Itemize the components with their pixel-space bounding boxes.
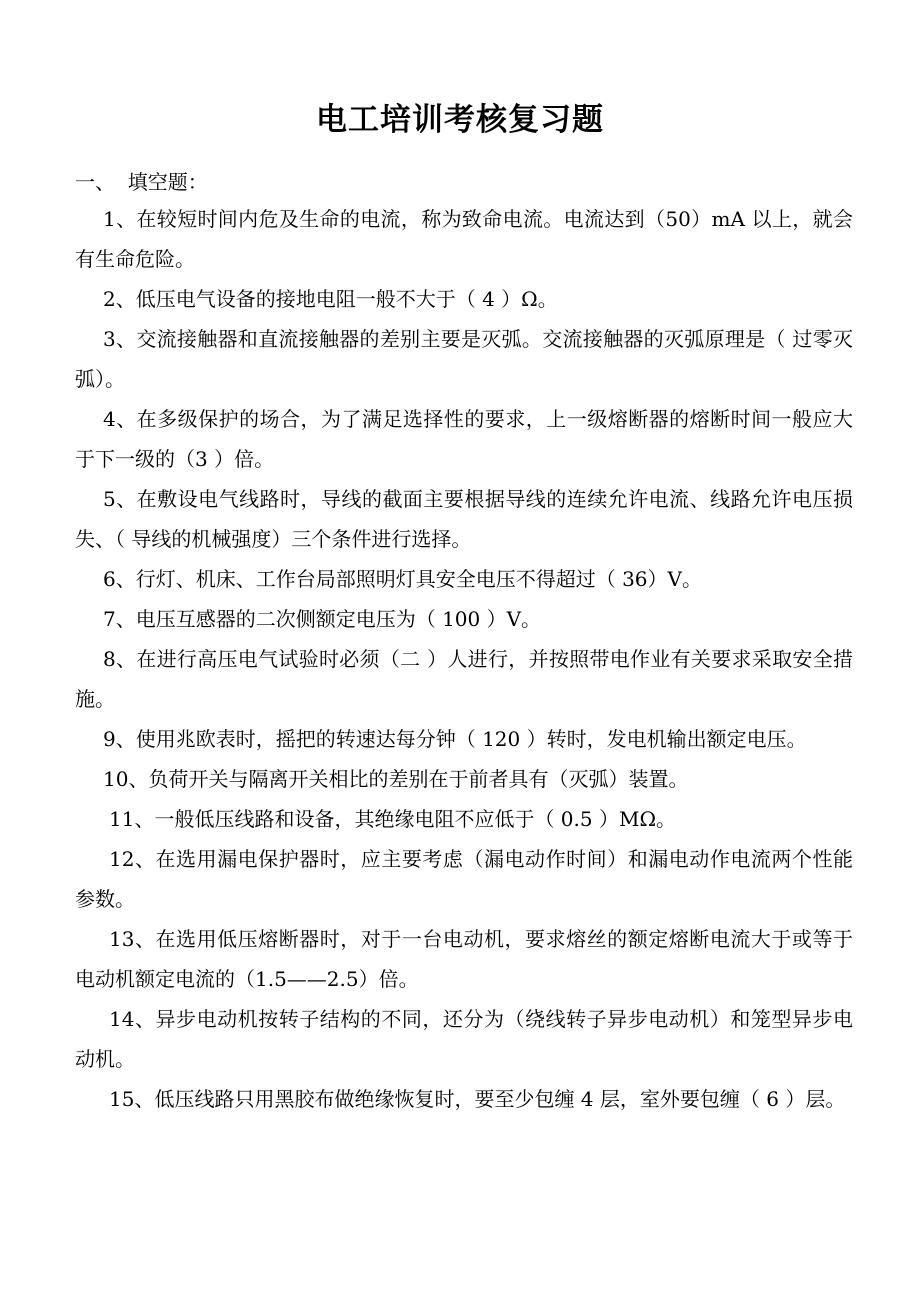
question-item-9: 9、使用兆欧表时，摇把的转速达每分钟（ 120 ）转时，发电机输出额定电压。 [103, 727, 807, 751]
page-title: 电工培训考核复习题 [316, 102, 604, 138]
question-item-8: 8、在进行高压电气试验时必须（二 ）人进行，并按照带电作业有关要求采取安全措施。 [75, 647, 853, 711]
section-heading: 一、 填空题： [75, 170, 208, 194]
question-item-10: 10、负荷开关与隔离开关相比的差别在于前者具有（灭弧）装置。 [103, 767, 689, 791]
question-item-5: 5、在敷设电气线路时，导线的截面主要根据导线的连续允许电流、线路允许电压损失、（ 导线的机械强度）三个条件进行选择。 [75, 487, 853, 551]
question-item-11: 11、一般低压线路和设备，其绝缘电阻不应低于（ 0.5 ）MΩ。 [109, 807, 677, 831]
question-item-7: 7、电压互感器的二次侧额定电压为（ 100 ）V。 [103, 607, 542, 631]
question-item-1: 1、在较短时间内危及生命的电流，称为致命电流。电流达到（50）mA 以上，就会有生命危险。 [75, 207, 853, 271]
question-item-15: 15、低压线路只用黑胶布做绝缘恢复时，要至少包缠 4 层，室外要包缠（ 6 ）层。 [109, 1087, 846, 1111]
question-item-6: 6、行灯、机床、工作台局部照明灯具安全电压不得超过（ 36）V。 [103, 567, 702, 591]
question-item-4: 4、在多级保护的场合，为了满足选择性的要求，上一级熔断器的熔断时间一般应大于下一级的（3 ）倍。 [75, 407, 853, 471]
question-list [75, 199, 853, 1119]
question-item-3: 3、交流接触器和直流接触器的差别主要是灭弧。交流接触器的灭弧原理是（ 过零灭弧）。 [75, 327, 853, 391]
question-item-2: 2、低压电气设备的接地电阻一般不大于（ 4 ）Ω。 [103, 287, 558, 311]
question-item-12: 12、在选用漏电保护器时，应主要考虑（漏电动作时间）和漏电动作电流两个性能参数。 [75, 847, 853, 911]
question-item-13: 13、在选用低压熔断器时，对于一台电动机，要求熔丝的额定熔断电流大于或等于电动机额定电流的（1.5——2.5）倍。 [75, 927, 853, 991]
question-item-14: 14、异步电动机按转子结构的不同，还分为（绕线转子异步电动机）和笼型异步电动机。 [75, 1007, 853, 1071]
